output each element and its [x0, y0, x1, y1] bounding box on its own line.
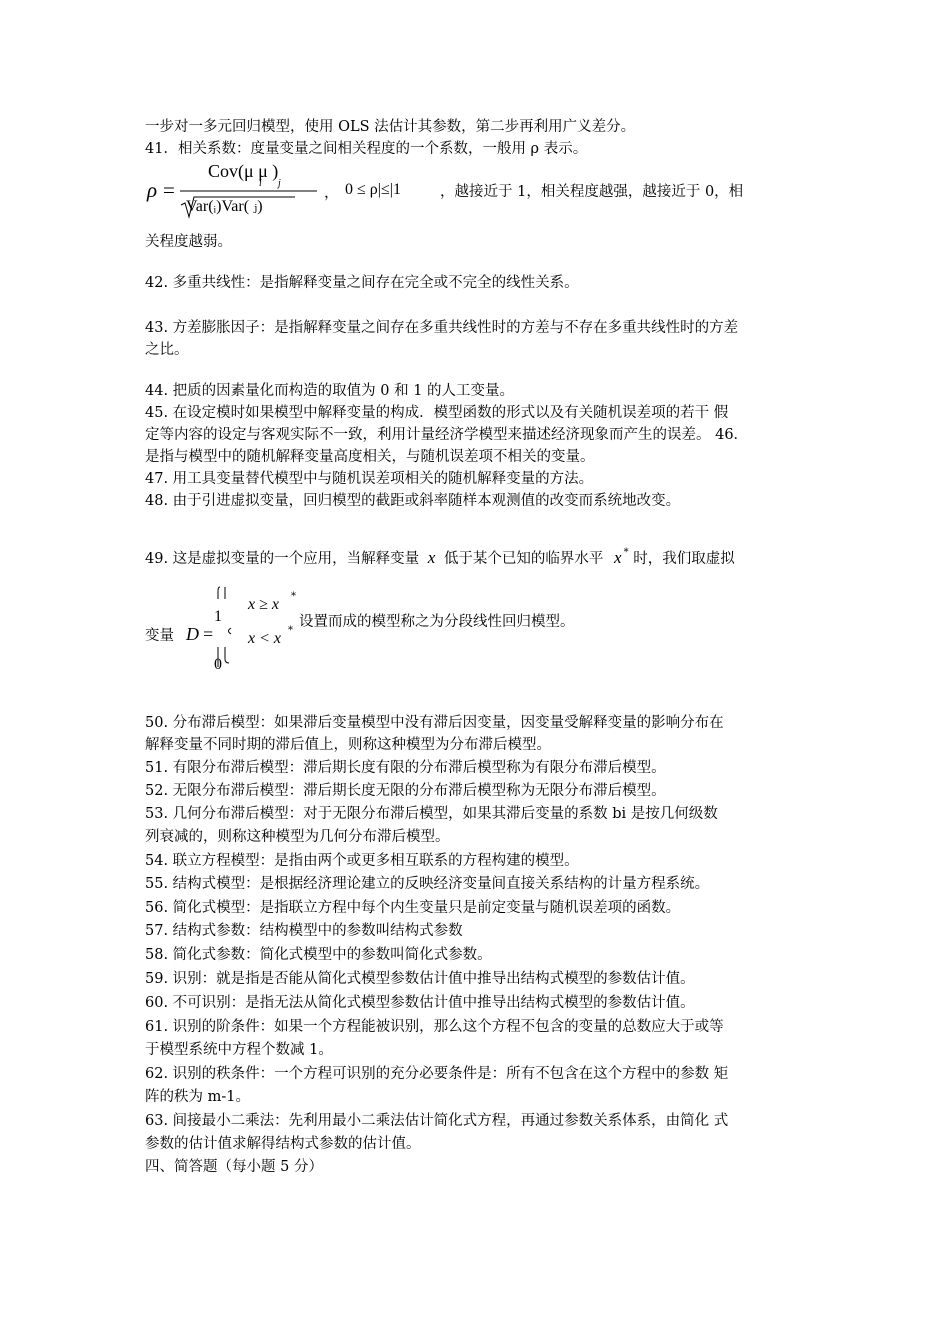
- text-segment: 设置而成的模型称之为分段线性回归模型。: [299, 614, 575, 630]
- def-55: 55. 结构式模型：是根据经济理论建立的反映经济变量间直接关系结构的计量方程系统。: [145, 876, 710, 892]
- def-50-distributed-lag: 50. 分布滞后模型：如果滞后变量模型中没有滞后因变量，因变量受解释变量的影响分布在: [145, 715, 724, 731]
- section-heading: 四、简答题（每小题 5 分）: [145, 1159, 323, 1175]
- def-59: 59. 识别：就是指是否能从简化式模型参数估计值中推导出结构式模型的参数估计值。: [145, 971, 695, 987]
- formula-denominator: Var(ᵢ)Var( ⱼ): [186, 198, 263, 215]
- def-57: 57. 结构式参数：结构模型中的参数叫结构式参数: [145, 923, 463, 939]
- formula-numerator: Cov(μ μ ): [208, 161, 279, 181]
- piece-cond-2: x < x: [248, 630, 281, 647]
- star-sup: *: [288, 625, 293, 636]
- star-sup: *: [623, 547, 629, 558]
- var-x-star: x: [614, 548, 622, 567]
- text-line: 之比。: [145, 342, 189, 358]
- def-54: 54. 联立方程模型：是指由两个或更多相互联系的方程构建的模型。: [145, 853, 579, 869]
- piece-cond-1: x ≥ x: [248, 596, 279, 613]
- text-line: 定等内容的设定与客观实际不一致，利用计量经济学模型来描述经济现象而产生的误差。 46．: [145, 427, 749, 443]
- def-49-piecewise: [145, 547, 735, 572]
- formula-equals: =: [203, 624, 214, 644]
- formula-rho-symbol: ρ: [147, 178, 158, 202]
- def-51: 51. 有限分布滞后模型：滞后期长度有限的分布滞后模型称为有限分布滞后模型。: [145, 760, 666, 776]
- def-48: 48. 由于引进虚拟变量，回归模型的截距或斜率随样本观测值的改变而系统地改变。: [145, 493, 681, 509]
- var-D: D: [186, 624, 199, 644]
- brace-mid: [229, 628, 232, 634]
- formula-range: 0 ≤ ρ|≤|1: [345, 181, 401, 198]
- formula-sub-j: j: [278, 178, 281, 189]
- formula-comma: ，: [324, 185, 340, 201]
- text-segment: 低于某个已知的临界水平: [443, 551, 604, 567]
- piece-value-0: 0: [214, 656, 222, 673]
- text-line: 一步对一多元回归模型，使用 OLS 法估计其参数，第二步再利用广义差分。: [145, 119, 636, 135]
- star-sup: *: [291, 591, 296, 602]
- def-62: 62. 识别的秩条件：一个方程可识别的充分必要条件是：所有不包含在这个方程中的参数 矩: [145, 1066, 729, 1082]
- def-60: 60. 不可识别：是指无法从简化式模型参数估计值中推导出结构式模型的参数估计值。: [145, 995, 695, 1011]
- text-segment: 变量: [145, 628, 174, 644]
- def-45-spec-error: 45. 在设定模时如果模型中解释变量的构成．模型函数的形式以及有关随机误差项的若干 假: [145, 405, 729, 421]
- def-46-instrument: 是指与模型中的随机解释变量高度相关，与随机误差项不相关的变量。: [145, 449, 595, 465]
- def-63: 63. 间接最小二乘法：先利用最小二乘法估计简化式方程，再通过参数关系体系，由简化 式: [145, 1113, 729, 1129]
- text-line: 参数的估计值求解得结构式参数的估计值。: [145, 1136, 421, 1152]
- text-line: 列衰减的，则称这种模型为几何分布滞后模型。: [145, 829, 450, 845]
- text-line: 解释变量不同时期的滞后值上，则称这种模型为分布滞后模型。: [145, 737, 551, 753]
- def-44-dummy: 44. 把质的因素量化而构造的取值为 0 和 1 的人工变量。: [145, 383, 515, 399]
- text-line: 阵的秩为 m-1。: [145, 1089, 250, 1105]
- def-53: 53. 几何分布滞后模型：对于无限分布滞后模型，如果其滞后变量的系数 bi 是按几何级数: [145, 806, 718, 822]
- def-61: 61. 识别的阶条件：如果一个方程能被识别，那么这个方程不包含的变量的总数应大于或等: [145, 1019, 724, 1035]
- formula-sub-i: i: [259, 178, 262, 189]
- brace-top: [218, 587, 225, 599]
- text-segment: 时，我们取虚拟: [633, 551, 735, 567]
- def-56: 56. 简化式模型：是指联立方程中每个内生变量只是前定变量与随机误差项的函数。: [145, 900, 681, 916]
- def-47-iv-method: 47. 用工具变量替代模型中与随机误差项相关的随机解释变量的方法。: [145, 471, 594, 487]
- def-41-correlation: 41．相关系数：度量变量之间相关程度的一个系数，一般用 ρ 表示。: [145, 141, 588, 157]
- text-line: ，越接近于 1，相关程度越强，越接近于 0，相: [440, 184, 744, 200]
- var-x: x: [427, 548, 436, 567]
- def-58: 58. 简化式参数：简化式模型中的参数叫简化式参数。: [145, 947, 492, 963]
- text-segment: 49. 这是虚拟变量的一个应用，当解释变量: [145, 551, 420, 567]
- def-42-multicollinearity: 42. 多重共线性：是指解释变量之间存在完全或不完全的线性关系。: [145, 275, 579, 291]
- def-43-vif: 43. 方差膨胀因子：是指解释变量之间存在多重共线性时的方差与不存在多重共线性时的方差: [145, 320, 739, 336]
- formula-equals: =: [163, 178, 175, 202]
- def-52: 52. 无限分布滞后模型：滞后期长度无限的分布滞后模型称为无限分布滞后模型。: [145, 783, 666, 799]
- text-line: 关程度越弱。: [145, 234, 232, 250]
- piece-value-1: 1: [214, 608, 222, 625]
- text-line: 于模型系统中方程个数减 1。: [145, 1042, 333, 1058]
